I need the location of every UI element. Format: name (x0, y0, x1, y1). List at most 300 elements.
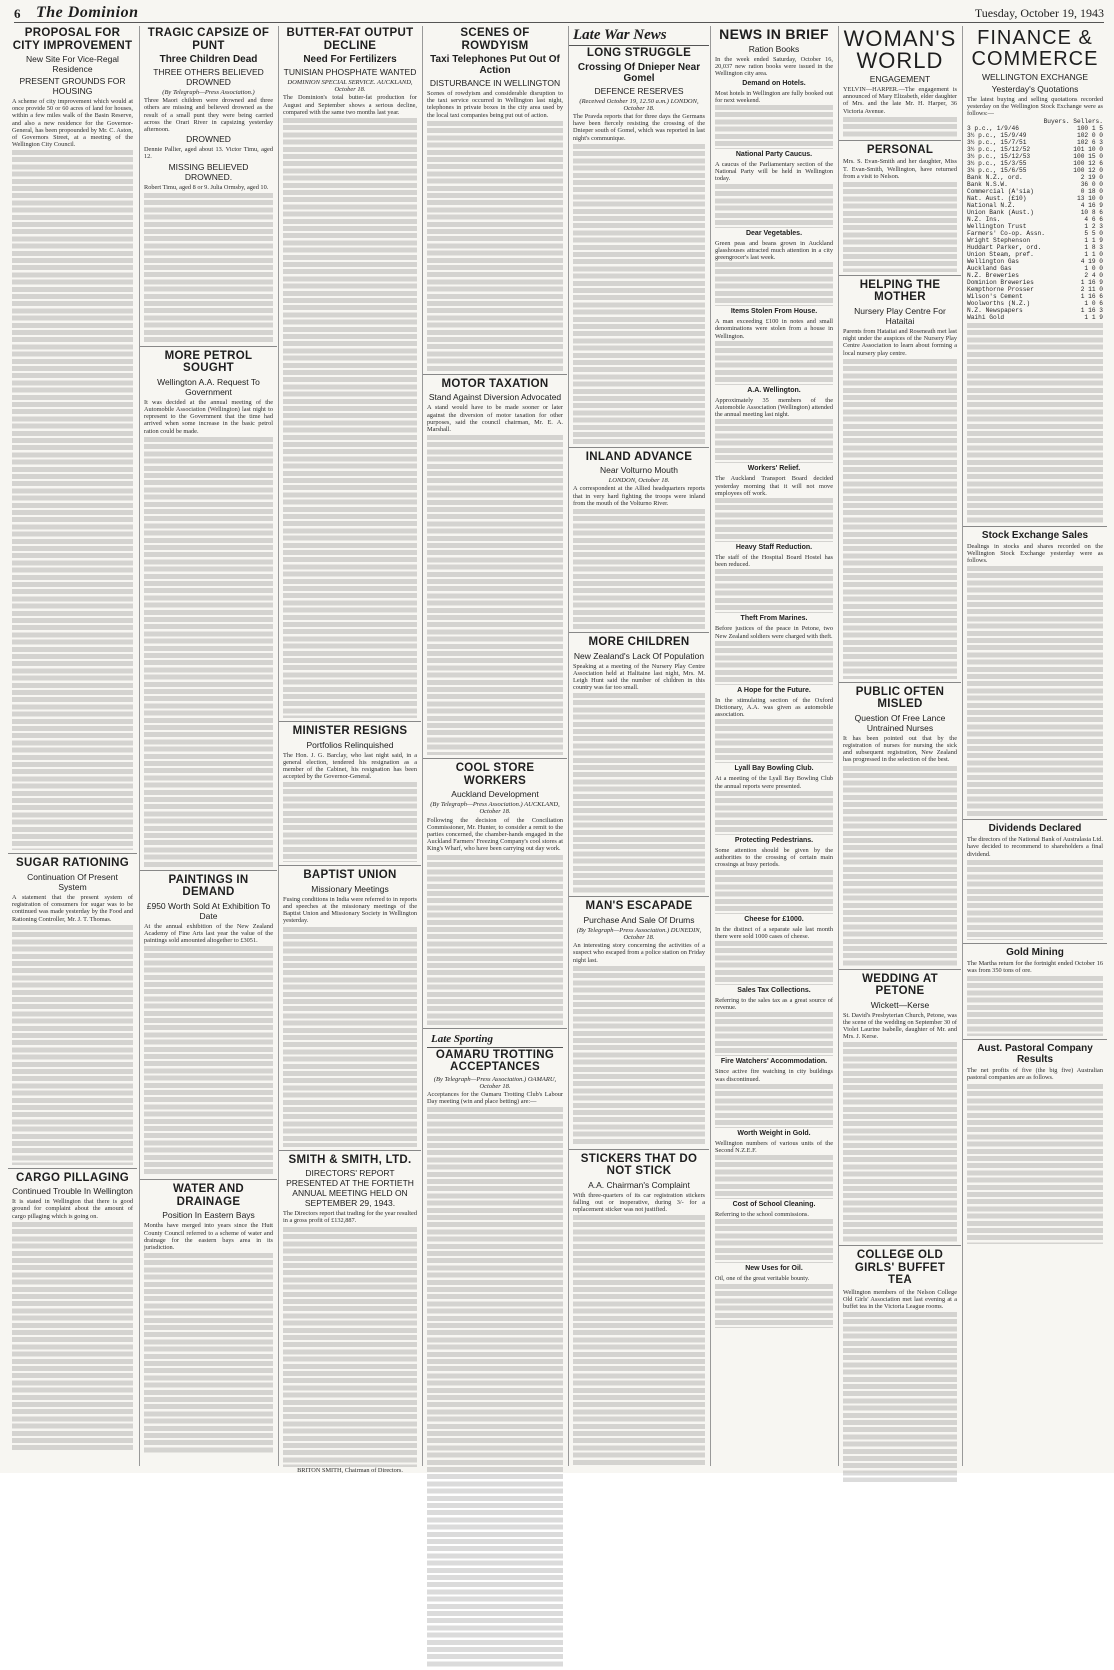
subheadline: A.A. Chairman's Complaint (588, 1179, 690, 1190)
brief-item-text: Referring to the school commissions. (715, 1211, 809, 1219)
quote-value: 36 0 0 (1080, 180, 1103, 188)
body-text-lines (715, 105, 833, 149)
article-personal (839, 144, 961, 276)
brief-item-title: Demand on Hotels. (742, 79, 806, 87)
brief-item-title: Cheese for £1000. (744, 915, 804, 923)
column-1 (8, 26, 137, 1466)
brief-item (715, 465, 833, 542)
body-text-lines (843, 766, 957, 966)
brief-item-text: In the distinct of a separate sale last month there were sold 1000 cases of cheese. (715, 925, 833, 940)
body-text-lines (12, 1222, 133, 1452)
quote-name: 3½ p.c., 15/12/52 (967, 145, 1031, 153)
quote-name: Dominion Breweries (967, 278, 1034, 286)
quote-table (967, 125, 1103, 321)
body-text-lines (967, 566, 1103, 816)
quote-value: 100 1 5 (1077, 124, 1103, 132)
quote-value: 1 0 0 (1084, 264, 1103, 272)
article-more-petrol (140, 350, 277, 871)
list-heading: DROWNED (186, 134, 231, 145)
subheadline: Stand Against Diversion Advocated (428, 392, 562, 403)
brief-item-text: A caucus of the Parliamentary section of the National Party will be held in Wellington today. (715, 161, 833, 183)
brief-item-title: Dear Vegetables. (745, 229, 803, 237)
body-text-lines (715, 1012, 833, 1056)
headline: HELPING THE MOTHER (859, 278, 941, 304)
quote-value: 10 8 6 (1080, 208, 1103, 216)
body-text-lines (715, 1284, 833, 1328)
body-text-lines (967, 323, 1103, 523)
body-text-lines (715, 1155, 833, 1199)
list-text: Dennie Pallier, aged about 13. Victor Timu, aged 12. (144, 146, 273, 161)
body-text-lines (843, 117, 957, 137)
quote-value: 2 19 0 (1080, 173, 1103, 181)
brief-item (715, 1265, 833, 1327)
quote-name: 3½ p.c., 15/12/53 (967, 152, 1031, 160)
subheadline: Missionary Meetings (311, 883, 389, 894)
subheadline: DEFENCE RESERVES (594, 85, 684, 96)
brief-item (715, 765, 833, 834)
quote-value: 4 16 9 (1080, 201, 1103, 209)
body-text-lines (967, 1084, 1103, 1244)
brief-item-title: Sales Tax Collections. (737, 986, 811, 994)
article-cargo-pillaging (8, 1172, 137, 1455)
subheadline: Taxi Telephones Put Out Of Action (430, 54, 560, 76)
quote-value: 1 16 9 (1080, 278, 1103, 286)
article-long-struggle (569, 47, 709, 448)
body-text-lines (144, 946, 273, 1176)
body-text-lines (843, 1042, 957, 1242)
column-7 (838, 26, 961, 1466)
body-text: An interesting story concerning the activities of a suspect who escaped from a police station on Friday night last. (573, 942, 705, 964)
brief-item-title: Workers' Relief. (747, 465, 801, 473)
quote-value: 0 18 0 (1080, 187, 1103, 195)
brief-item-title: Heavy Staff Reduction. (735, 544, 813, 552)
quote-name: Auckland Gas (967, 264, 1012, 272)
quote-name: Waihi Gold (967, 313, 1005, 321)
signature: BRITON SMITH, Chairman of Directors. (297, 1466, 403, 1474)
paper-name: The Dominion (36, 4, 139, 21)
section-label: Late Sporting (427, 1032, 563, 1048)
quote-name: Commercial (A'sia) (967, 187, 1034, 195)
quote-name: National N.Z. (967, 201, 1016, 209)
brief-item (715, 80, 833, 149)
body-text-lines (573, 966, 705, 1146)
headline: STICKERS THAT DO NOT STICK (580, 1152, 698, 1178)
quote-row (967, 188, 1103, 195)
brief-item-title: A Hope for the Future. (737, 686, 811, 694)
quote-row (967, 146, 1103, 153)
article-smith-and-smith (279, 1154, 421, 1477)
quote-name: Wellington Gas (967, 257, 1019, 265)
article-stock-sales (963, 530, 1107, 821)
subheadline: Continued Trouble In Wellington (12, 1186, 133, 1197)
brief-item-text: Referring to the sales tax as a great source of revenue. (715, 996, 833, 1012)
quote-name: Union Bank (Aust.) (967, 208, 1034, 216)
body-text-lines (715, 941, 833, 985)
article-helping-the-mother (839, 279, 961, 683)
subheadline: Continuation Of Present System (27, 871, 118, 892)
quote-name: Union Steam, pref. (967, 250, 1034, 258)
body-text: The Pravda reports that for three days the Germans have been fiercely resisting the crossing of the Dnieper south of Gomel, which was reported in last night's communique. (573, 112, 705, 142)
headline: Stock Exchange Sales (981, 529, 1089, 541)
subheadline: New Site For Vice-Regal Residence (26, 54, 119, 74)
quote-row (967, 258, 1103, 265)
headline: WEDDING AT PETONE (862, 972, 938, 998)
quote-name: N.Z. Newspapers (967, 306, 1023, 314)
byline: (By Telegraph—Press Association.) DUNEDIN, October 18. (576, 926, 702, 942)
body-text-lines (427, 121, 563, 371)
body-text: Parents from Hataitai and Roseneath met last night under the auspices of the Nursery Play Centre Association to learn about forming a local nursery play centre. (843, 327, 957, 357)
quote-value: 13 10 0 (1077, 194, 1103, 202)
body-text: A stand would have to be made sooner or later against the diversion of motor taxation for other purposes, said the council chairman, Mr. E. A. Marshall. (427, 404, 563, 433)
article-capsize-of-punt (140, 27, 277, 347)
body-text-lines (144, 1253, 273, 1453)
quote-value: 102 0 0 (1077, 131, 1103, 139)
brief-item-title: National Party Caucus. (735, 151, 813, 159)
quote-row (967, 139, 1103, 146)
headline: BAPTIST UNION (303, 869, 397, 882)
body-text-lines (843, 1312, 957, 1482)
subheadline: Purchase And Sale Of Drums (583, 914, 695, 925)
subheadline: Auckland Development (451, 789, 539, 800)
body-text-lines (427, 855, 563, 1025)
quote-row (967, 181, 1103, 188)
quote-row (967, 202, 1103, 209)
headline: LONG STRUGGLE (586, 47, 692, 59)
byline: LONDON, October 18. (608, 477, 670, 485)
brief-item (715, 151, 833, 228)
body-text-lines (427, 435, 563, 755)
article-oamaru-trotting (423, 1032, 567, 1670)
brief-item (715, 615, 833, 684)
column-3 (278, 26, 421, 1474)
body-text-lines (715, 419, 833, 463)
quote-name: Wright Stephenson (967, 236, 1031, 244)
body-text-lines (283, 927, 417, 1147)
quote-row (967, 223, 1103, 230)
issue-date: Tuesday, October 19, 1943 (974, 6, 1104, 20)
brief-item (715, 544, 833, 613)
headline: MINISTER RESIGNS (292, 725, 408, 738)
body-text-lines (283, 1227, 417, 1467)
body-text-lines (144, 437, 273, 867)
body-text: Dealings in stocks and shares recorded on the Wellington Stock Exchange yesterday were as follows. (967, 542, 1103, 565)
brief-item-title: New Uses for Oil. (745, 1265, 803, 1273)
brief-item-title: Lyall Bay Bowling Club. (734, 765, 814, 773)
brief-item (715, 987, 833, 1056)
quote-name: 3 p.c., 1/9/46 (967, 124, 1019, 132)
article-public-often-misled (839, 686, 961, 970)
quote-value: 1 1 0 (1084, 250, 1103, 258)
article-dividends (963, 823, 1107, 944)
body-text-lines (715, 870, 833, 914)
brief-item (715, 387, 833, 464)
byline: (Received October 19, 12.50 a.m.) LONDON, October 18. (579, 97, 699, 112)
brief-item-title: Theft From Marines. (740, 615, 808, 623)
headline: CARGO PILLAGING (15, 1171, 130, 1184)
brief-item-text: The Auckland Transport Board decided yesterday morning that it will not move employees off work. (715, 475, 833, 497)
page-number: 6 (14, 6, 21, 21)
quote-value: 2 11 0 (1080, 285, 1103, 293)
byline: (By Telegraph—Press Association.) OAMARU, October 18. (433, 1075, 557, 1090)
brief-item-title: A.A. Wellington. (747, 386, 801, 394)
quote-row (967, 244, 1103, 251)
body-text-lines (715, 791, 833, 835)
quote-row (967, 307, 1103, 314)
brief-item-text: Wellington numbers of various units of the Second N.Z.E.F. (715, 1139, 833, 1154)
section-title: WOMAN'S WORLD (843, 26, 957, 73)
quote-row (967, 286, 1103, 293)
quote-row (967, 125, 1103, 132)
quote-name: Bank N.Z., ord. (967, 173, 1023, 181)
headline: PUBLIC OFTEN MISLED (855, 685, 945, 711)
body-text: The directors of the National Bank of Australasia Ltd. have decided to recommend to shareholders a final dividend. (967, 836, 1103, 858)
byline: DOMINION SPECIAL SERVICE. AUCKLAND, October 18. (287, 79, 413, 94)
brief-item (715, 1130, 833, 1199)
headline: OAMARU TROTTING ACCEPTANCES (435, 1048, 555, 1074)
body-text: A scheme of city improvement which would at once provide 50 or 60 acres of land for houses, within a few miles walk of the Basin Reserve, and also a new residence for the Governor-General, has been propounded by Mr. C. Aston, of Governors Street, at a meeting of the Wellington City Council. (12, 98, 133, 149)
article-paintings (140, 874, 277, 1181)
article-rowdyism (423, 27, 567, 375)
subheadline: £950 Worth Sold At Exhibition To Date (146, 900, 271, 921)
quote-row (967, 153, 1103, 160)
quote-value: 100 12 6 (1073, 159, 1103, 167)
body-text: It is stated in Wellington that there is good ground for complaint about the amount of cargo pillaging which is going on. (12, 1198, 133, 1220)
body-text: YELVIN—HARPER.—The engagement is announced of Mary Elizabeth, elder daughter of Mrs. and the late Mr. H. Harper, 36 Victoria Avenue. (843, 86, 957, 115)
article-butter-fat (279, 27, 421, 722)
headline: MAN'S ESCAPADE (585, 900, 693, 913)
body-text-lines (715, 498, 833, 542)
body-text-lines (573, 1215, 705, 1465)
brief-item-text: A man exceeding £100 in notes and small denominations were stolen from a house in Wellington. (715, 318, 833, 340)
body-text: The Hon. J. G. Barclay, who last night said, in a general election, tendered his resignation as a member of the Cabinet, his resignation has been accepted by the Governor-General. (283, 751, 417, 781)
headline: Gold Mining (1006, 946, 1064, 958)
quote-value: 4 6 6 (1084, 215, 1103, 223)
body-text-lines (573, 693, 705, 893)
brief-item-text: At a meeting of the Lyall Bay Bowling Club the annual reports were presented. (715, 775, 833, 790)
body-text: Three Maori children were drowned and three others are missing and believed drowned as the result of a small punt they were being carried across the Orari River in capsizing yesterday afternoon. (144, 97, 273, 134)
article-stickers (569, 1153, 709, 1469)
subheadline: TUNISIAN PHOSPHATE WANTED (283, 67, 417, 77)
subheadline: Near Volturno Mouth (600, 465, 678, 476)
quote-value: 1 0 6 (1084, 299, 1103, 307)
quote-row (967, 160, 1103, 167)
article-wedding-at-petone (839, 973, 961, 1247)
subheadline: New Zealand's Lack Of Population (573, 650, 705, 661)
headline: SUGAR RATIONING (16, 857, 129, 870)
brief-item (715, 837, 833, 914)
quote-name: Nat. Aust. (£10) (967, 194, 1027, 202)
body-text-lines (967, 860, 1103, 940)
headline: SCENES OF ROWDYISM (460, 27, 530, 52)
body-text: The net profits of five (the big five) Australian pastoral companies are as follows. (967, 1067, 1103, 1082)
quote-name: Huddart Parker, ord. (967, 243, 1042, 251)
quote-value: 100 15 0 (1073, 152, 1103, 160)
quote-name: Kempthorne Prosser (967, 285, 1034, 293)
quote-name: Farmers' Co-op. Assn. (967, 229, 1045, 237)
quote-row (967, 209, 1103, 216)
article-more-children (569, 636, 709, 897)
body-text: Scenes of rowdyism and considerable disruption to the taxi service occurred in Wellington last night, telephones in private boxes in the city area used by the local taxi companies being put out of action. (427, 90, 563, 119)
subheadline: Portfolios Relinquished (306, 739, 394, 750)
headline: BUTTER-FAT OUTPUT DECLINE (286, 27, 414, 52)
section-finance-commerce (963, 28, 1107, 527)
subheadline: Nursery Play Centre For Hataitai (854, 305, 946, 326)
article-college-old-girls (839, 1249, 961, 1485)
subheadline: Question Of Free Lance Untrained Nurses (854, 712, 946, 733)
quote-row (967, 272, 1103, 279)
body-text-lines (12, 150, 133, 850)
headline: COLLEGE OLD GIRLS' BUFFET TEA (854, 1249, 946, 1287)
subheadline: ENGAGEMENT (869, 74, 931, 84)
body-text-lines (715, 341, 833, 385)
headline: SMITH & SMITH, LTD. (288, 1153, 412, 1166)
body-text: A correspondent at the Allied headquarters reports that in very hard fighting the troops were inland from the mouth of the Volturno River. (573, 485, 705, 507)
headline: INLAND ADVANCE (585, 450, 693, 463)
quote-row (967, 265, 1103, 272)
body-text-lines (715, 719, 833, 763)
brief-item-title: Cost of School Cleaning. (732, 1201, 816, 1209)
article-inland-advance (569, 451, 709, 633)
quote-row (967, 167, 1103, 174)
body-text: Mrs. S. Evan-Smith and her daughter, Miss T. Evan-Smith, Wellington, have returned from a visit to Nelson. (843, 158, 957, 180)
body-text-lines (715, 569, 833, 613)
column-2 (139, 26, 277, 1466)
masthead (14, 6, 1104, 23)
list-text: Robert Timu, aged 8 or 9. Julia Ormsby, aged 10. (144, 183, 269, 191)
brief-item-text: Since active fire watching in city buildings was discontinued. (715, 1068, 833, 1083)
body-text-lines (573, 509, 705, 629)
brief-item-text: Most hotels in Wellington are fully booked out for next weekend. (715, 89, 833, 104)
brief-item-text: Oil, one of the great veritable bounty. (715, 1275, 810, 1283)
quote-name: N.Z. Ins. (967, 215, 1001, 223)
subheadline: WELLINGTON EXCHANGE (981, 72, 1089, 82)
quote-row (967, 132, 1103, 139)
brief-item-text: Approximately 35 members of the Automobile Association (Wellington) attended the annual meeting last night. (715, 396, 833, 419)
headline: TRAGIC CAPSIZE OF PUNT (147, 27, 270, 52)
subheadline: Crossing Of Dnieper Near Gomel (577, 61, 701, 84)
brief-item-text: The staff of the Hospital Board Hostel has been reduced. (715, 554, 833, 569)
body-text: In the week ended Saturday, October 16, 20,037 new ration books were issued in the Wellington city area. (715, 56, 833, 78)
brief-item (715, 1058, 833, 1127)
subheadline: Wellington A.A. Request To Government (157, 376, 260, 397)
quote-name: 3½ p.c., 15/9/49 (967, 131, 1027, 139)
byline: (By Telegraph—Press Association.) AUCKLAND, October 18. (430, 801, 560, 816)
quote-row (967, 314, 1103, 321)
headline: COOL STORE WORKERS (455, 762, 535, 787)
body-text-lines (715, 1219, 833, 1263)
subheadline: PRESENT GROUNDS FOR HOUSING (19, 76, 126, 96)
body-text: The latest buying and selling quotations recorded yesterday on the Wellington Stock Exchange were as follows:— (967, 96, 1103, 118)
quote-name: Wellington Trust (967, 222, 1027, 230)
body-text-lines (573, 144, 705, 444)
body-text-lines (843, 359, 957, 679)
subheadline: Ration Books (748, 44, 800, 54)
quote-row (967, 195, 1103, 202)
quote-name: 3½ p.c., 15/3/55 (967, 159, 1027, 167)
article-motor-taxation (423, 378, 567, 759)
quote-value: 101 10 0 (1073, 145, 1103, 153)
article-news-in-brief (711, 27, 837, 1331)
headline: PROPOSAL FOR CITY IMPROVEMENT (12, 27, 133, 52)
brief-item-text: Before justices of the peace in Petone, two New Zealand soldiers were charged with theft. (715, 625, 833, 640)
quote-name: Woolworths (N.Z.) (967, 299, 1031, 307)
quote-row (967, 279, 1103, 286)
brief-item (715, 230, 833, 307)
body-text-lines (715, 641, 833, 685)
quote-value: 100 12 0 (1073, 166, 1103, 174)
brief-item-title: Fire Watchers' Accommodation. (720, 1058, 828, 1066)
article-water-drainage (140, 1183, 277, 1456)
body-text: With three-quarters of its car registration stickers falling out or inoperative, during 3/- for a replacement sticker was not justified. (573, 1191, 705, 1214)
body-text: At the annual exhibition of the New Zealand Academy of Fine Arts last year the value of the paintings sold amounted altogether to £3051. (144, 922, 273, 945)
headline: Aust. Pastoral Company Results (977, 1043, 1093, 1066)
headline: MORE PETROL SOUGHT (164, 349, 253, 375)
byline: (By Telegraph—Press Association.) (162, 89, 255, 96)
subheadline: Wickett—Kerse (870, 999, 930, 1010)
article-baptist-union (279, 869, 421, 1150)
article-pastoral-results (963, 1043, 1107, 1246)
quote-value: 1 8 3 (1084, 243, 1103, 251)
quote-name: Bank N.S.W. (967, 180, 1008, 188)
headline: Dividends Declared (988, 823, 1082, 835)
body-text: Following the decision of the Conciliation Commissioner, Mr. Hunter, to consider a remit to the parties concerned, the chamber-hands engaged in the Auckland Farmers' Freezing Company's cool stores at King's Wharf, who have been carrying out day work. (427, 816, 563, 853)
section-title: FINANCE & COMMERCE (971, 27, 1099, 70)
headline: PAINTINGS IN DEMAND (168, 873, 249, 899)
body-text: The Directors report that trading for the year resulted in a gross profit of £132,887. (283, 1210, 417, 1225)
quote-value: 5 5 0 (1084, 229, 1103, 237)
quote-value: 2 4 0 (1084, 271, 1103, 279)
quote-value: 1 2 3 (1084, 222, 1103, 230)
quote-name: N.Z. Breweries (967, 271, 1019, 279)
quote-name: 3½ p.c., 15/7/51 (967, 138, 1027, 146)
headline: MOTOR TAXATION (441, 377, 549, 390)
list-heading: MISSING BELIEVED DROWNED. (168, 161, 249, 182)
body-text-lines (715, 1084, 833, 1128)
body-text: Acceptances for the Oamaru Trotting Club's Labour Day meeting (win and place betting) are:— (427, 1090, 563, 1106)
article-minister-resigns (279, 725, 421, 866)
article-gold-mining (963, 947, 1107, 1040)
body-text-lines (427, 1107, 563, 1667)
body-text-lines (144, 193, 273, 343)
brief-item-title: Protecting Pedestrians. (734, 836, 814, 844)
body-text: It was decided at the annual meeting of the Automobile Association (Wellington) last night to represent to the Government that the time had arrived when some increase in the basic petrol ration could be made. (144, 398, 273, 435)
quote-value: 1 16 3 (1080, 306, 1103, 314)
quote-row (967, 230, 1103, 237)
brief-item (715, 687, 833, 764)
brief-item-title: Items Stolen From House. (730, 308, 818, 316)
brief-item (715, 916, 833, 985)
quote-header-label: Buyers. Sellers. (1043, 117, 1103, 125)
subheadline: Position In Eastern Bays (162, 1210, 255, 1221)
body-text-lines (283, 782, 417, 862)
body-text-lines (843, 182, 957, 272)
subheadline: THREE OTHERS BELIEVED DROWNED (153, 67, 264, 87)
body-text-lines (715, 184, 833, 228)
body-text: The Dominion's total butter-fat production for August and September shows a serious decline, compared with the same two months last year. (283, 94, 417, 116)
subheadline: DISTURBANCE IN WELLINGTON (429, 78, 561, 88)
column-4 (422, 26, 567, 1466)
quote-name: Wilson's Cement (967, 292, 1023, 300)
brief-items (715, 80, 833, 1328)
quote-row (967, 293, 1103, 300)
quote-value: 102 6 3 (1077, 138, 1103, 146)
brief-item-text: Some attention should be given by the authorities to the crossing of certain main crossings at busy periods. (715, 846, 833, 869)
section-womans-world (839, 28, 961, 141)
article-city-improvement (8, 27, 137, 854)
subheadline: DIRECTORS' REPORT PRESENTED AT THE FORTIETH ANNUAL MEETING HELD ON SEPTEMBER 29, 1943. (286, 1168, 414, 1209)
quote-row (967, 216, 1103, 223)
body-text: St. David's Presbyterian Church, Petone, was the scene of the wedding on September 30 of Violet Laurine Isabelle, daughter of Mr. and Mrs. J. Kerse. (843, 1011, 957, 1041)
